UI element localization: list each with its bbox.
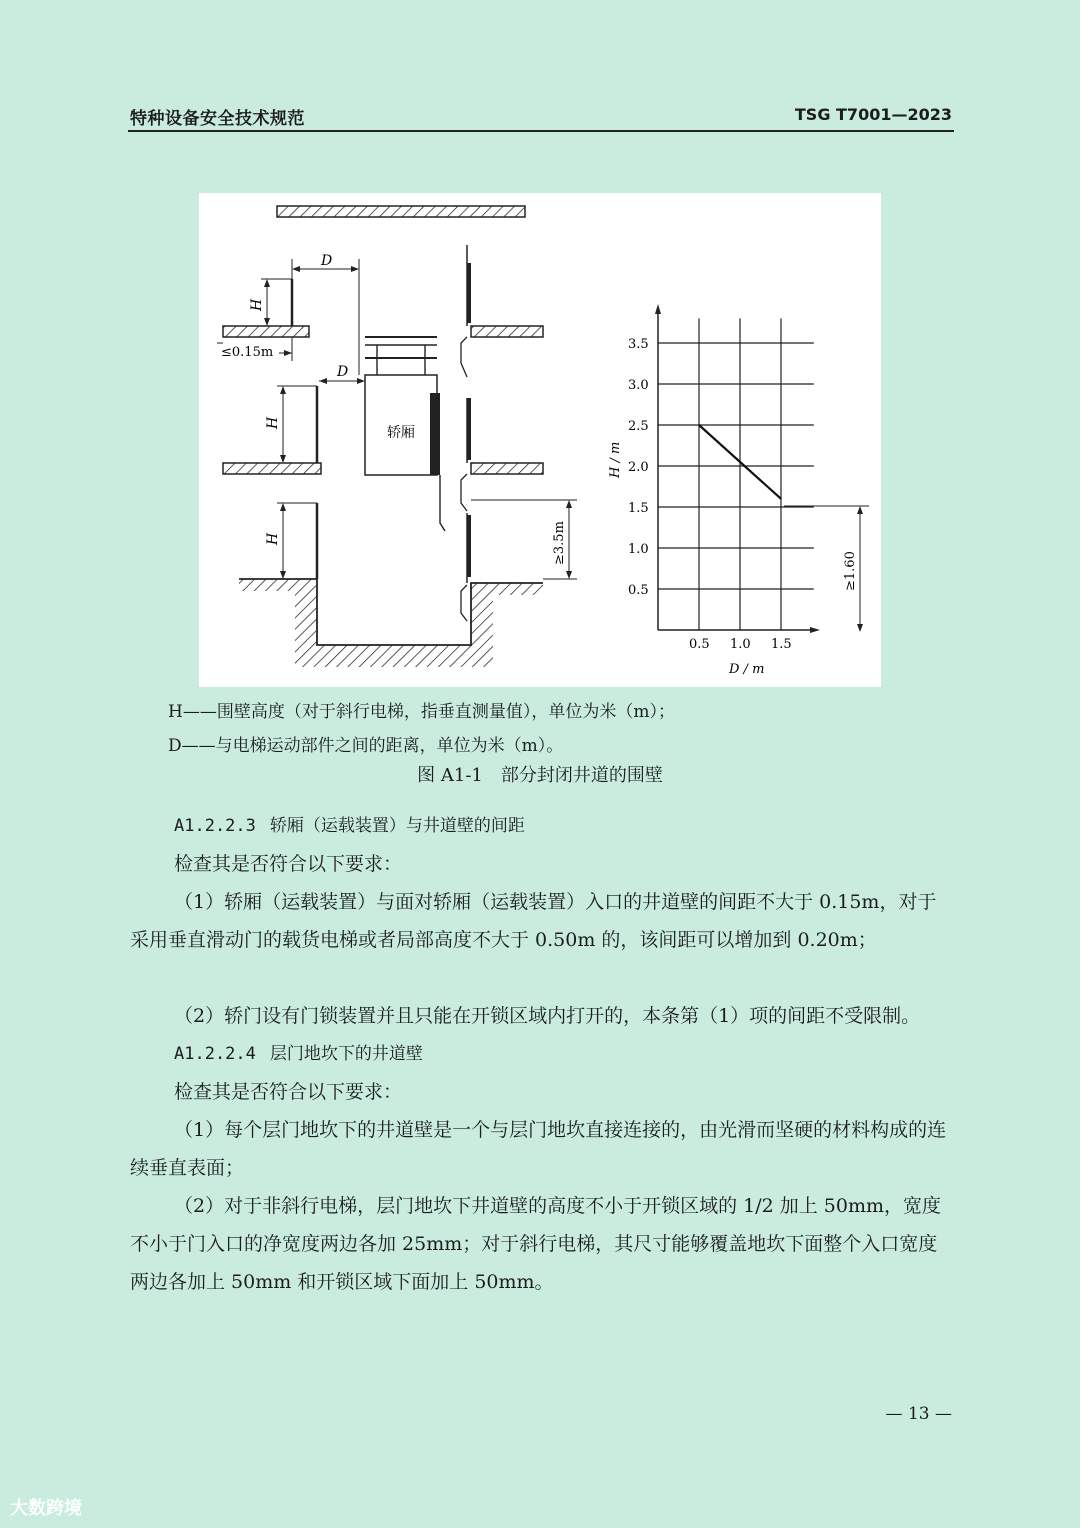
car-label: 轿厢 <box>387 425 415 441</box>
y-tick-label: 2.5 <box>628 419 649 434</box>
x-tick-label: 0.5 <box>689 637 710 652</box>
dim-h-middle: H <box>265 416 281 429</box>
page-header <box>128 104 954 132</box>
y-axis-arrow <box>655 304 661 314</box>
chart-y-label: H / m <box>608 441 623 478</box>
y-tick-label: 3.5 <box>628 337 649 352</box>
x-axis-arrow <box>810 627 820 633</box>
paragraph: 检查其是否符合以下要求： <box>174 853 403 875</box>
paragraph: （1）轿厢（运载装置）与面对轿厢（运载装置）入口的井道壁的间距不大于 0.15m，对于采用垂直滑动门的载货电梯或者局部高度不大于 0.50m 的，该间距可以增加到 0.20m； <box>130 891 937 951</box>
right-slab-upper <box>471 326 543 337</box>
x-tick-label: 1.5 <box>771 637 792 652</box>
y-tick-label: 2.0 <box>628 460 649 475</box>
left-slab-upper <box>223 326 309 337</box>
dim-le-015: ≤0.15m <box>221 345 274 360</box>
paragraph: （2）对于非斜行电梯，层门地坎下井道壁的高度不小于开锁区域的 1/2 加上 50mm，宽度不小于门入口的净宽度两边各加 25mm；对于斜行电梯，其尺寸能够覆盖地坎下面整个入口宽度两边各加上 50mm 和开锁区域下面加上 50mm。 <box>130 1195 941 1293</box>
paragraph: （2）轿门设有门锁装置并且只能在开锁区域内打开的，本条第（1）项的间距不受限制。 <box>174 1005 921 1027</box>
header-standard-code: TSG T7001—2023 <box>794 105 952 124</box>
y-tick-label: 1.5 <box>628 501 649 516</box>
dim-ge-35: ≥3.5m <box>552 521 567 565</box>
page-number: — 13 — <box>885 1404 952 1424</box>
section-title: 轿厢（运载装置）与井道壁的间距 <box>269 816 525 836</box>
figure-caption: 图 A1-1 部分封闭井道的围壁 <box>417 765 663 786</box>
section-title: 层门地坎下的井道壁 <box>269 1044 423 1064</box>
legend-h: H——围壁高度（对于斜行电梯，指垂直测量值），单位为米（m）； <box>168 702 675 722</box>
section-a1-2-2-3-heading <box>130 807 952 845</box>
section-number: A1.2.2.3 <box>174 816 256 836</box>
chart-x-label: D / m <box>729 662 765 677</box>
dim-d-upper: D <box>321 253 333 269</box>
paragraph: 检查其是否符合以下要求： <box>174 1081 403 1103</box>
h-vs-d-chart <box>628 304 820 652</box>
section-number: A1.2.2.4 <box>174 1044 256 1064</box>
figure-drawing <box>199 193 881 687</box>
y-tick-label: 1.0 <box>628 542 649 557</box>
header-title: 特种设备安全技术规范 <box>130 109 305 129</box>
y-tick-label: 0.5 <box>628 583 649 598</box>
y-tick-label: 3.0 <box>628 378 649 393</box>
x-tick-label: 1.0 <box>730 637 751 652</box>
watermark-logo: 大数跨境 <box>10 1498 82 1519</box>
ceiling-slab <box>277 206 525 217</box>
left-slab-middle <box>223 463 321 474</box>
paragraph: （1）每个层门地坎下的井道壁是一个与层门地坎直接连接的，由光滑而坚硬的材料构成的连续垂直表面； <box>130 1119 947 1179</box>
dim-d-middle: D <box>337 364 349 380</box>
dim-h-lower: H <box>265 532 281 545</box>
dim-ge-160: ≥1.60 <box>843 551 858 591</box>
right-slab-middle <box>471 463 543 474</box>
section-a1-2-2-4-heading <box>130 1035 952 1073</box>
figure-a1-1 <box>199 193 881 687</box>
legend-d: D——与电梯运动部件之间的距离，单位为米（m）。 <box>168 736 564 756</box>
dim-h-upper: H <box>249 298 265 311</box>
